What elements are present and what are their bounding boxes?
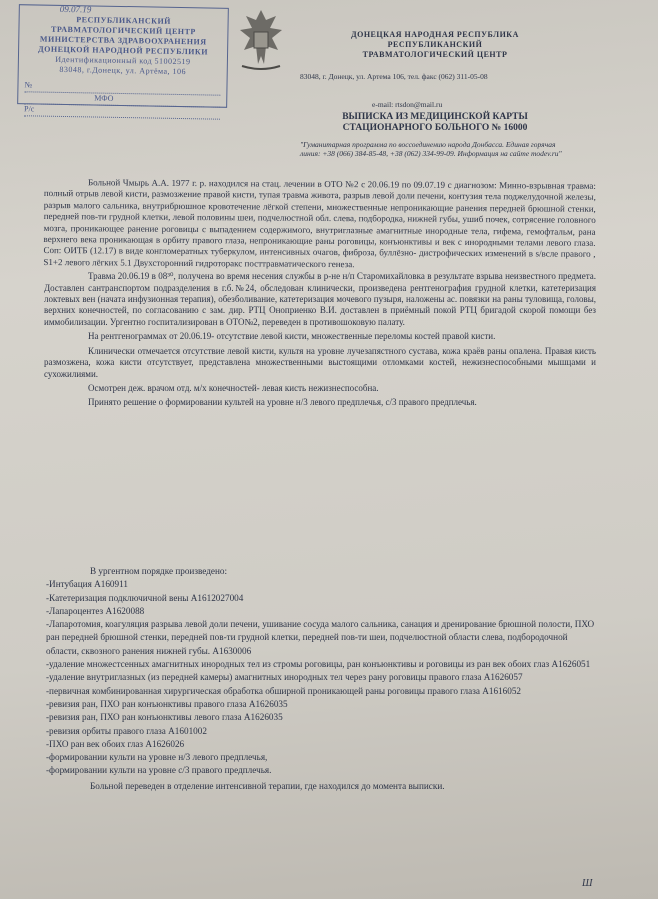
procedures-intro: В ургентном порядке произведено:: [90, 566, 228, 576]
procedure-item: -удаление внутриглазных (из передней камеры) амагнитных инородных тел через рану роговицы правого глаза А1626057: [46, 672, 523, 683]
header-address: 83048, г. Донецк, ул. Артема 106, тел. факс (062) 311-05-08: [300, 72, 488, 81]
stamp-line: ДОНЕЦКОЙ НАРОДНОЙ РЕСПУБЛИКИ: [38, 44, 209, 57]
decision-paragraph: Принято решение о формировании культей на уровне н/3 левого предплечья, с/3 правого предплечья.: [88, 397, 477, 408]
xray-paragraph: На рентгенограммах от 20.06.19- отсутствие левой кисти, множественные переломы костей правой кисти.: [88, 331, 496, 342]
document-body: [44, 177, 596, 412]
procedures-list: [46, 565, 602, 793]
title-line1: ВЫПИСКА ИЗ МЕДИЦИНСКОЙ КАРТЫ: [342, 112, 528, 122]
procedure-item: -ревизия ран, ПХО ран конъюнктивы левого глаза А1626035: [46, 712, 283, 723]
stamp-field: МФО: [24, 92, 220, 107]
injury-paragraph: Травма 20.06.19 в 08³⁰, получена во время несения службы в р-не н/п Старомихайловка в результате взрыва неизвестного предмета. Доставлен сантранспортом подразделения в г.б.№24, обследован клинически, произведена рентгенография грудной клетки, катетеризация локтевых вен (начата инфузионная терапия), обезболивание, катетеризация мочевого пузыря, наложены ас. повязки на раны туловища, головы, верхних конечностей, по согласованию с зам. дир. РТЦ Оноприенко В.И. доставлен в приёмный покой РТЦ бригадой скорой помощи без иммобилизации. Ургентно госпитализирован в ОТО№2, переведен в противошоковую палату.: [44, 271, 596, 327]
stamp-line: 83048, г.Донецк, ул. Артёма, 106: [59, 64, 187, 77]
stamp-line: РЕСПУБЛИКАНСКИЙ: [76, 15, 172, 26]
clinical-paragraph: Клинически отмечается отсутствие левой кисти, культя на уровне лучезапястного сустава, кожа краёв раны опалена. Правая кисть размозжена, кожа кисти отсутствует, представлена множественными выстоящими отломками костей, нежизнеспособными мышцами и сухожилиями.: [44, 345, 596, 379]
title-line2: СТАЦИОНАРНОГО БОЛЬНОГО № 16000: [342, 123, 528, 133]
institution-header: [300, 30, 570, 60]
institution-stamp: [17, 3, 229, 114]
procedure-item: -Лапаротомия, коагуляция разрыва левой доли печени, ушивание сосуда малого сальника, санация и дренирование брюшной полости, ПХО ран передней брюшной стенки, передней пов-ти грудной клетки, передней пов-ти шеи, подчелюстной области слева, подбородочной области, сквозного ранения нижней губы. А1630006: [46, 619, 595, 656]
procedure-item: -удаление множестсенных амагнитных инородных тел из стромы роговицы, ран конъюнктивы и роговицы из ран век обоих глаз А1626051: [46, 659, 591, 670]
coat-of-arms-icon: [232, 6, 290, 74]
stamp-line: Идентификационный код 51002519: [55, 54, 191, 67]
stamp-line: ТРАВМАТОЛОГИЧЕСКИЙ ЦЕНТР: [51, 24, 196, 37]
header-center-line1: РЕСПУБЛИКАНСКИЙ: [387, 40, 483, 49]
exam-paragraph: Осмотрен деж. врачом отд. м/х конечностей- левая кисть нежизнеспособна.: [88, 382, 379, 393]
procedure-item: -формировании культи на уровне н/3 левого предплечья,: [46, 752, 268, 763]
stamp-field: Р/с: [24, 104, 220, 119]
procedure-item: -ПХО ран век обоих глаз А1626026: [46, 738, 185, 749]
header-republic: ДОНЕЦКАЯ НАРОДНАЯ РЕСПУБЛИКА: [351, 30, 519, 39]
stamp-field: №: [24, 80, 220, 95]
procedure-item: -Интубация А160911: [46, 579, 128, 590]
procedure-item: -Катетеризация подключичной вены А1612027004: [46, 592, 244, 603]
procedure-item: -ревизия ран, ПХО ран конъюнктивы правого глаза А1626035: [46, 698, 288, 709]
header-center-line2: ТРАВМАТОЛОГИЧЕСКИЙ ЦЕНТР: [362, 50, 508, 59]
procedure-item: -Лапароцентез А1620088: [46, 605, 145, 616]
page-mark: Ш: [582, 878, 593, 889]
procedure-item: -первичная комбинированная хирургическая обработка обширной проникающей раны роговицы правого глаза А1616052: [46, 685, 522, 696]
closing-statement: Больной переведен в отделение интенсивной терапии, где находился до момента выписки.: [90, 780, 445, 791]
header-email: e-mail: rtsdon@mail.ru: [372, 100, 443, 109]
stamp-date: 09.07.19: [59, 3, 92, 15]
stamp-line: МИНИСТЕРСТВА ЗДРАВООХРАНЕНИЯ: [39, 34, 207, 47]
document-title: [300, 112, 570, 134]
procedure-item: -формировании культи на уровне с/3 правого предплечья.: [46, 765, 272, 776]
diagnosis-paragraph: Больной Чмырь А.А. 1977 г. р. находился на стац. лечении в ОТО №2 с 20.06.19 по 09.07.19 с диагнозом: Минно-взрывная травма: полный отрыв левой кисти, размозжение правой кисти, тупая травма живота, разрыв левой доли печени, контузия тела поджелудочной железы, разрыв малого сальника, внутрибрюшное кровотечение лёгкой степени, множественные непроникающие ранения передней брюшной стенки, передней пов-ти грудной клетки, левой половины шеи, подчелюстной обл. слева, подбородка, нижней губы, ушиб почек, сотрясение головного мозга, проникающее ранение роговицы с выпадением содержимого, внутриглазные амагнитные инородные тела, гифема, гемофтальм, рана верхнего века проникающая в орбиту правого глаза, непроникающие раны роговицы, конъюнктивы и век с инородными телами левого глаза. Соп: ОИТБ (12.17) в виде конгломератных туберкулом, интенсивных очагов, фиброза, буллёзно- дистрофических изменений в s/всле правого , S1+2 левого лёгких 5.1 Двухсторонний гидроторакс посттравматического генеза.: [43, 177, 596, 270]
procedure-item: -ревизия орбиты правого глаза А1601002: [46, 725, 207, 736]
humanitarian-note: "Гуманитарная программа по воссоединению народа Донбасса. Единая горячая линия: +38 (066) 384-85-48, +38 (062) 334-99-09. Информация на сайте modev.ru": [300, 140, 562, 158]
